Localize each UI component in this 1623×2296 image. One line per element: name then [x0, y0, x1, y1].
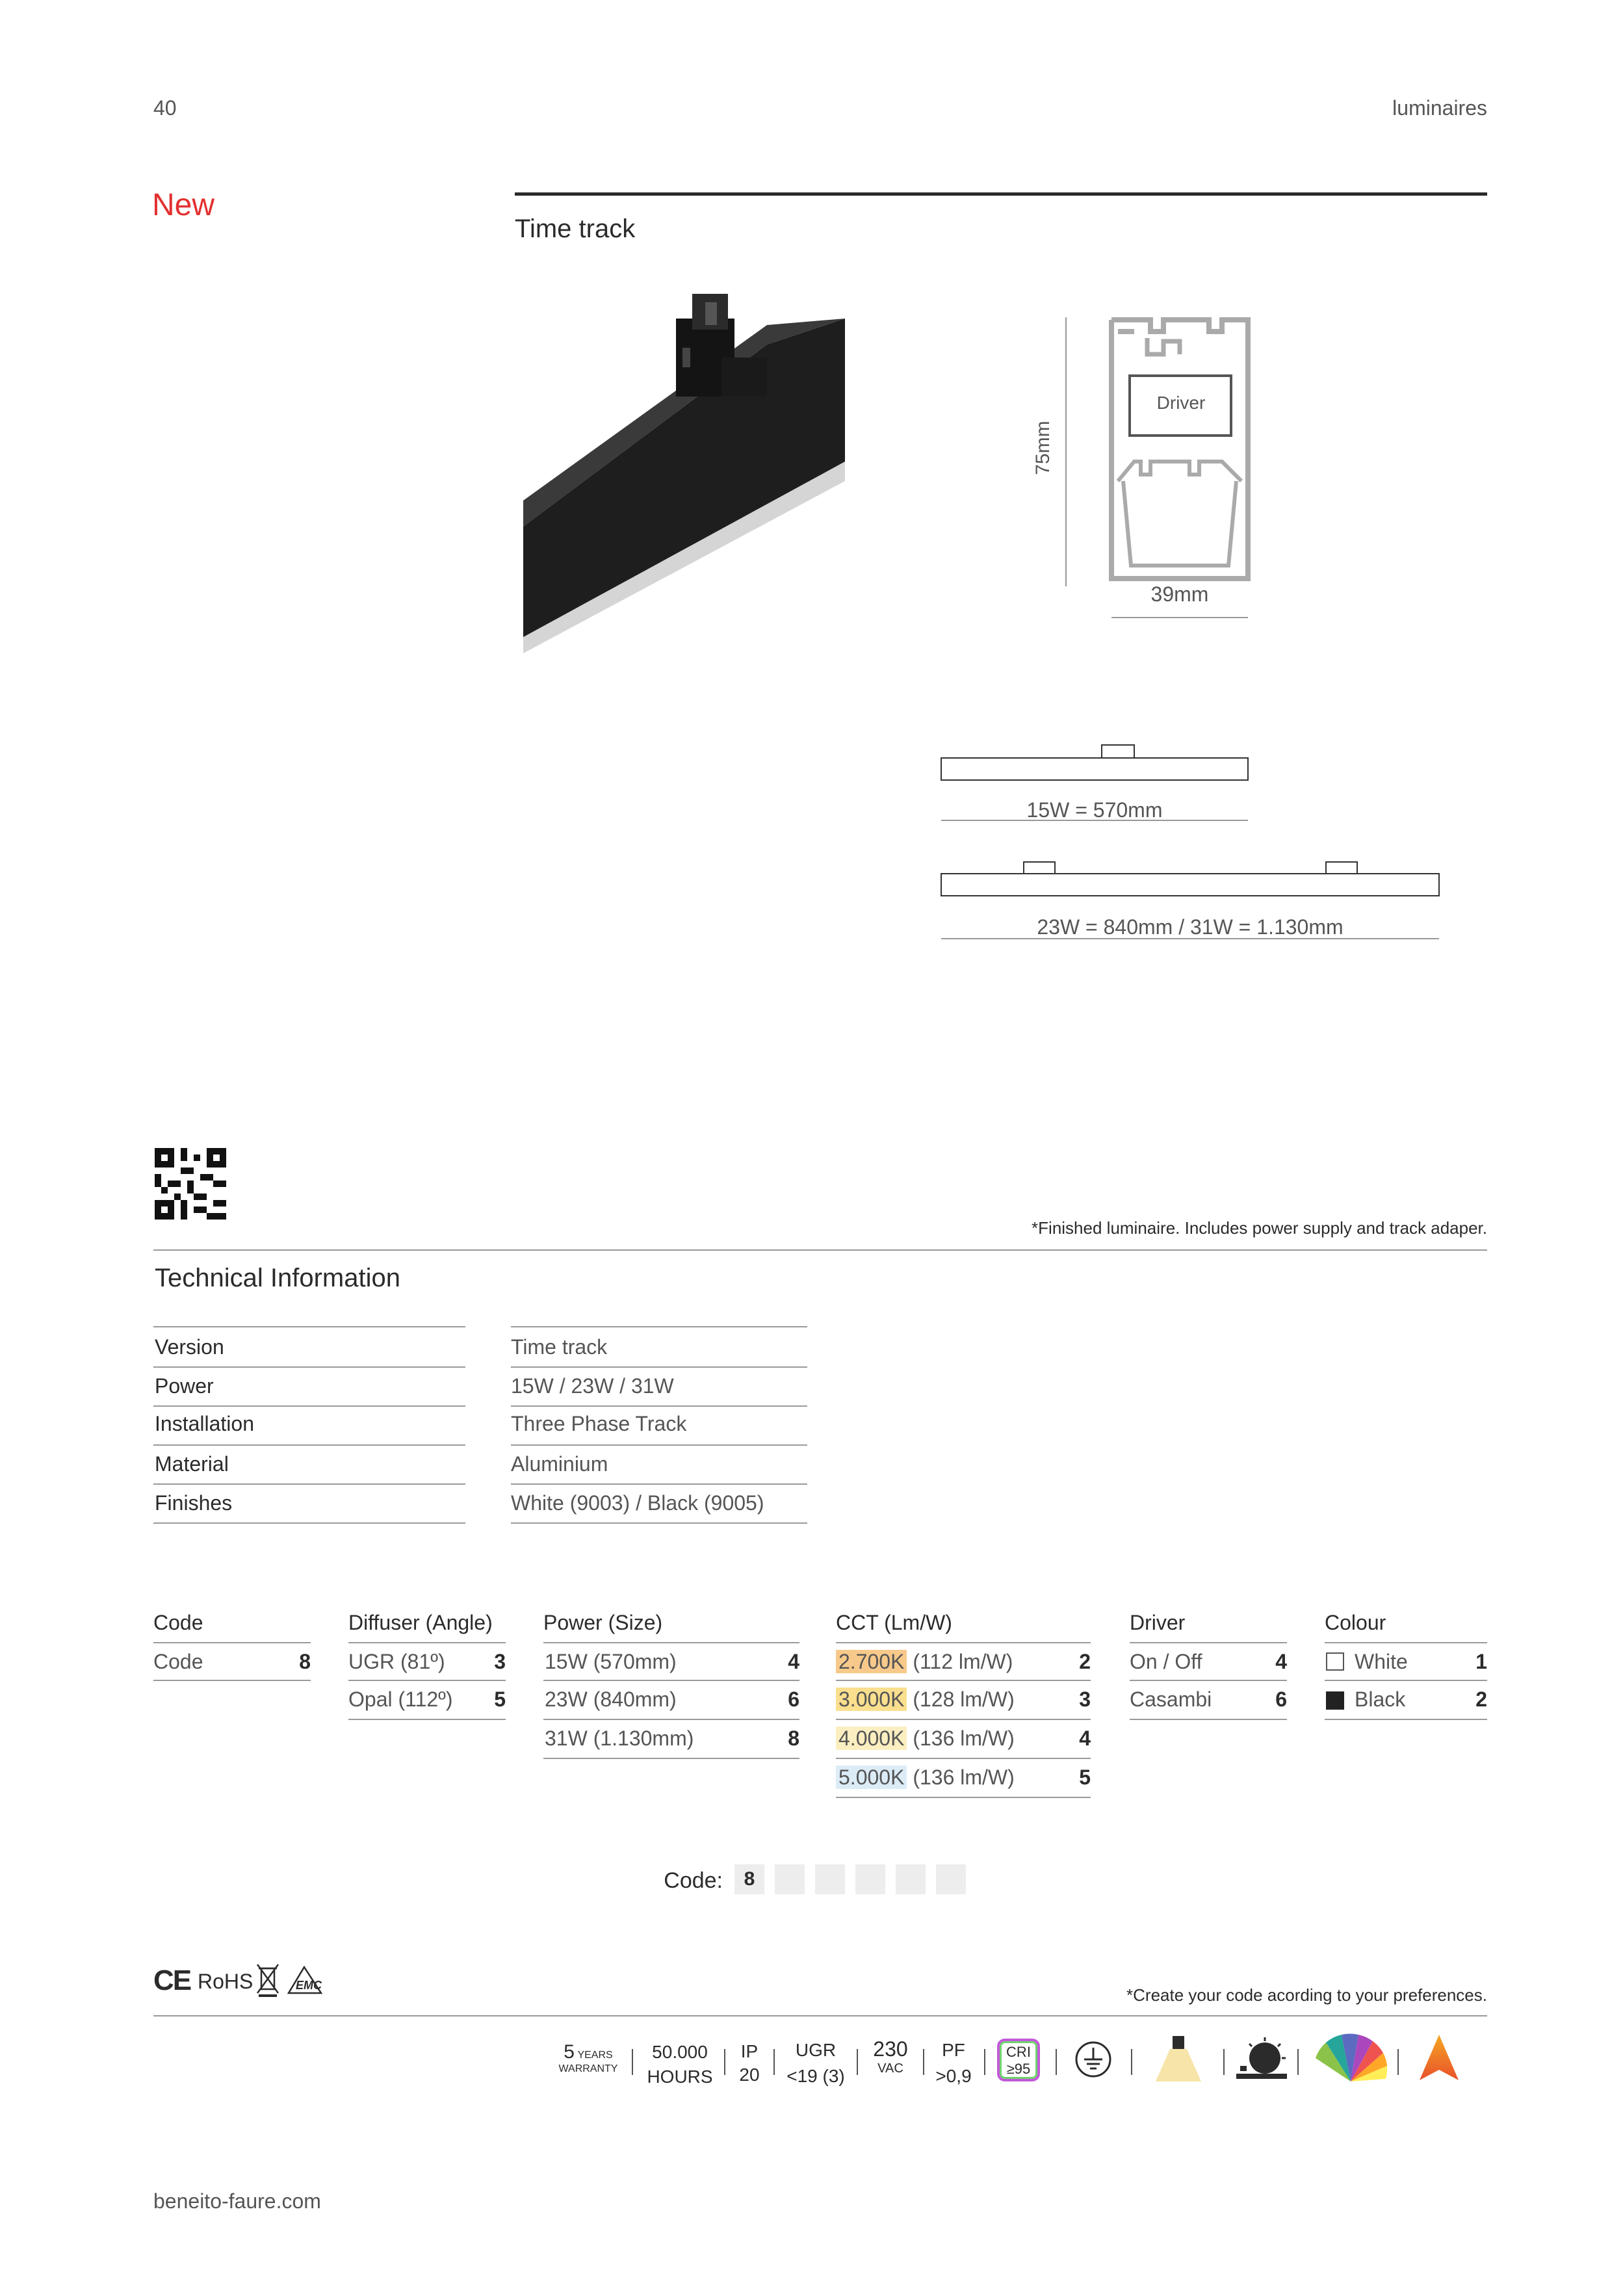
ugr-value: <19 (3) [786, 2066, 845, 2086]
driver-code-onoff: 4 [1275, 1650, 1287, 1673]
white-swatch [1326, 1652, 1344, 1671]
cct-eff-5000: (136 lm/W) [913, 1766, 1015, 1789]
ce-mark: CE [153, 1964, 191, 1996]
website[interactable]: beneito-faure.com [153, 2189, 321, 2213]
diffuser-option-ugr: UGR (81º) [348, 1650, 445, 1673]
height-dimension: 75mm [1032, 421, 1054, 475]
ip-feature [732, 2040, 767, 2087]
emc-label: EMC [296, 1979, 322, 1992]
voltage-unit: VAC [877, 2061, 903, 2076]
cri-badge [997, 2039, 1040, 2081]
code-builder-label: Code: [664, 1868, 723, 1893]
header-cct: CCT (Lm/W) [836, 1611, 952, 1634]
cct-code-2700: 2 [1079, 1650, 1091, 1673]
driver-option-casambi: Casambi [1130, 1688, 1212, 1711]
cct-option-2700 [836, 1650, 1013, 1674]
product-image [507, 286, 845, 657]
finished-note: *Finished luminaire. Includes power supply and track adaper. [1032, 1218, 1487, 1238]
profile-drawing [1033, 306, 1267, 631]
colour-code-black: 2 [1475, 1688, 1487, 1711]
cct-code-4000: 4 [1079, 1727, 1091, 1750]
features-rule [153, 2015, 1487, 2016]
cct-option-3000 [836, 1688, 1015, 1712]
power-code-31w: 8 [788, 1727, 799, 1750]
hours-feature [642, 2040, 718, 2089]
hours-value: 50.000 [652, 2042, 708, 2062]
create-code-note: *Create your code acording to your preferences. [1126, 1985, 1487, 2005]
tech-value-material: Aluminium [511, 1452, 608, 1476]
diffuser-code-opal: 5 [494, 1688, 506, 1711]
dimmable-icon [1235, 2036, 1288, 2081]
header-driver: Driver [1130, 1611, 1186, 1634]
black-swatch [1326, 1691, 1344, 1710]
tech-value-power: 15W / 23W / 31W [511, 1374, 674, 1398]
ugr-feature [780, 2037, 851, 2089]
tech-label-installation: Installation [155, 1412, 254, 1435]
code-box-3[interactable] [815, 1864, 845, 1894]
power-option-15w: 15W (570mm) [545, 1650, 677, 1673]
cct-option-4000 [836, 1727, 1015, 1751]
driver-option-onoff: On / Off [1130, 1650, 1202, 1673]
cct-eff-4000: (136 lm/W) [913, 1727, 1015, 1750]
cct-code-3000: 3 [1079, 1688, 1091, 1711]
code-box-2[interactable] [775, 1864, 805, 1894]
power-option-31w: 31W (1.130mm) [545, 1727, 694, 1750]
cct-temp-5000: 5.000K [836, 1766, 907, 1789]
cct-code-5000: 5 [1079, 1766, 1091, 1789]
cct-temp-3000: 3.000K [836, 1688, 907, 1711]
colour-finishes-icon [1313, 2032, 1388, 2084]
colour-option-white: White [1355, 1650, 1408, 1673]
power-option-23w: 23W (840mm) [545, 1688, 677, 1711]
qr-code[interactable] [155, 1148, 226, 1220]
diffuser-code-ugr: 3 [494, 1650, 506, 1673]
warranty-word: WARRANTY [558, 2063, 618, 2074]
power-code-15w: 4 [788, 1650, 799, 1673]
warranty-years: 5 [564, 2041, 575, 2063]
width-dimension: 39mm [1150, 582, 1209, 606]
cct-eff-2700: (112 lm/W) [913, 1650, 1013, 1673]
tech-rule [153, 1249, 1487, 1251]
cri-label: CRI [1006, 2044, 1031, 2060]
tech-label-finishes: Finishes [155, 1491, 233, 1515]
length-15w: 15W = 570mm [1026, 798, 1163, 822]
title-rule [515, 192, 1487, 196]
rohs-mark: RoHS [198, 1970, 253, 1993]
header-power: Power (Size) [543, 1611, 663, 1634]
tech-value-finishes: White (9003) / Black (9005) [511, 1491, 764, 1515]
new-badge: New [152, 188, 215, 222]
tech-label-version: Version [155, 1335, 224, 1359]
header-colour: Colour [1325, 1611, 1386, 1634]
tech-label-power: Power [155, 1374, 214, 1398]
colour-option-black: Black [1355, 1688, 1406, 1711]
pf-value: >0,9 [935, 2066, 972, 2086]
ip-label: IP [740, 2041, 759, 2061]
hours-word: HOURS [647, 2067, 713, 2087]
code-box-1: 8 [734, 1864, 764, 1894]
product-title: Time track [515, 215, 636, 243]
tech-value-installation: Three Phase Track [511, 1412, 687, 1435]
code-box-5[interactable] [896, 1864, 926, 1894]
pf-feature [931, 2037, 976, 2089]
header-diffuser: Diffuser (Angle) [348, 1611, 493, 1634]
downlight-icon [1154, 2035, 1202, 2083]
page-number: 40 [153, 96, 177, 120]
energy-efficiency-icon [1418, 2033, 1460, 2081]
code-box-6[interactable] [936, 1864, 966, 1894]
power-code-23w: 6 [788, 1688, 799, 1711]
diffuser-option-opal: Opal (112º) [348, 1688, 453, 1711]
pf-label: PF [942, 2040, 965, 2060]
ugr-label: UGR [795, 2040, 837, 2060]
length-23w-31w: 23W = 840mm / 31W = 1.130mm [1037, 915, 1344, 939]
cct-temp-4000: 4.000K [836, 1727, 907, 1750]
voltage-feature [864, 2037, 916, 2076]
code-box-4[interactable] [855, 1864, 885, 1894]
colour-code-white: 1 [1475, 1650, 1487, 1673]
tech-label-material: Material [155, 1452, 229, 1476]
ip-value: 20 [739, 2065, 760, 2085]
weee-bin-icon [256, 1963, 279, 1997]
driver-code-casambi: 6 [1275, 1688, 1287, 1711]
tech-value-version: Time track [511, 1335, 608, 1359]
voltage-value: 230 [873, 2037, 908, 2061]
header-code: Code [153, 1611, 203, 1634]
cri-value: ≥95 [1006, 2061, 1031, 2077]
code-value: 8 [299, 1650, 311, 1673]
code-label: Code [153, 1650, 203, 1673]
cct-temp-2700: 2.700K [836, 1650, 907, 1673]
cct-eff-3000: (128 lm/W) [913, 1688, 1015, 1711]
driver-label: Driver [1156, 393, 1206, 413]
warranty-unit: YEARS [577, 2050, 613, 2061]
earth-ground-icon [1074, 2040, 1113, 2079]
warranty-feature [552, 2041, 624, 2075]
cct-option-5000 [836, 1766, 1015, 1790]
section-name: luminaires [1392, 96, 1487, 120]
tech-title: Technical Information [155, 1264, 400, 1292]
